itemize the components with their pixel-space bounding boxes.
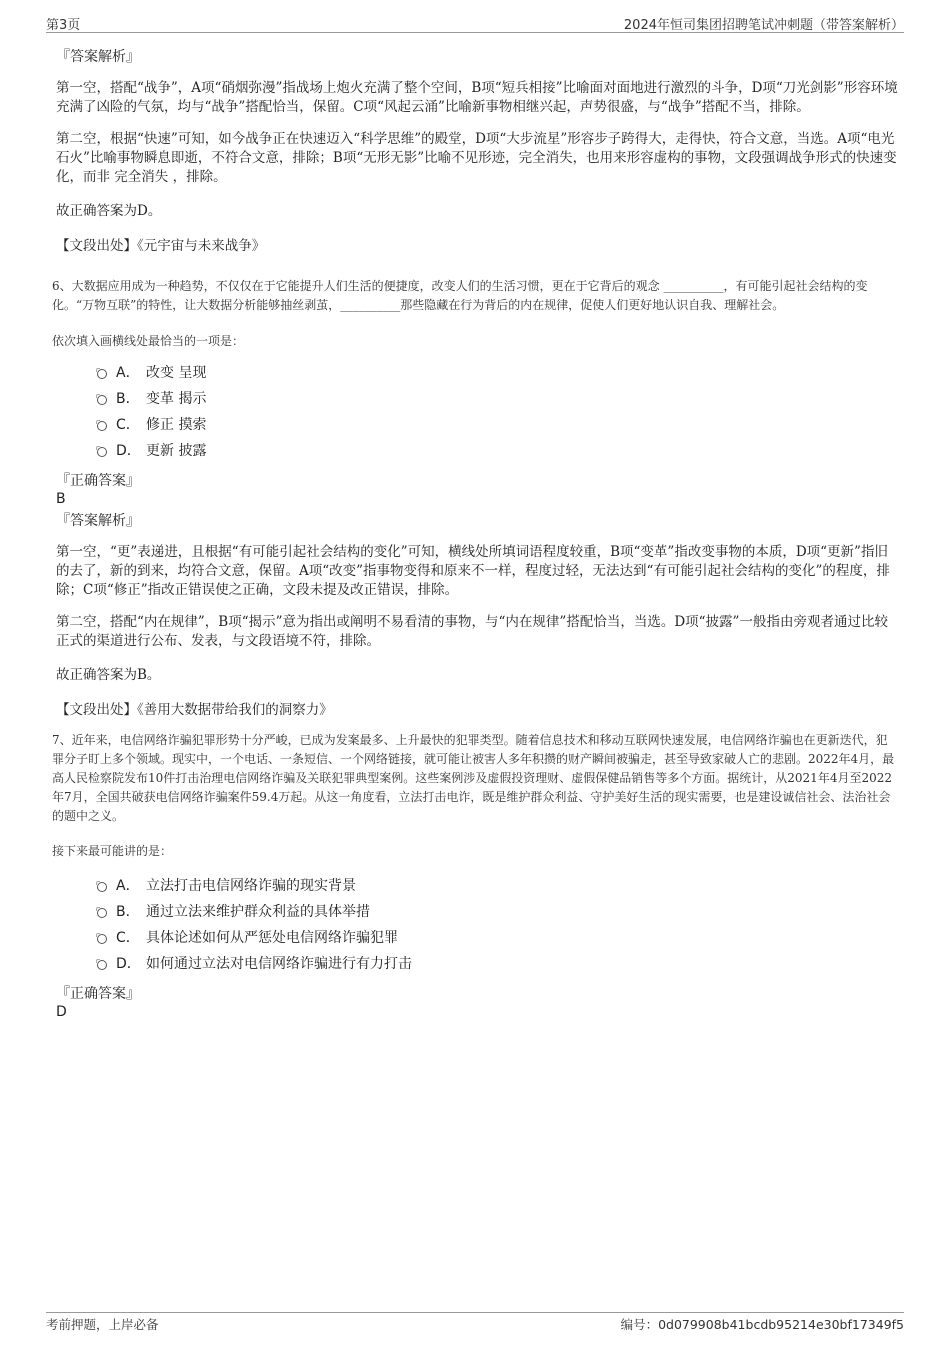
q6-analysis-label: 『答案解析』 — [56, 513, 140, 529]
q6-option-b[interactable]: B． 变革 揭示 — [56, 386, 898, 412]
page-footer — [46, 1312, 904, 1333]
q6-prompt: 依次填入画横线处最恰当的一项是： — [52, 334, 245, 348]
q6-analysis-p2: 第二空，搭配“内在规律”，B项“揭示”意为指出或阐明不易看清的事物，与“内在规律”搭配恰当，当选。D项“披露”一般指由旁观者通过比较正式的渠道进行公布、发表，与文段语境不符，排除。 — [56, 614, 888, 649]
q6-conclusion: 故正确答案为B。 — [56, 667, 161, 683]
q6-correct-answer: B — [56, 491, 66, 507]
q6-option-c[interactable]: C． 修正 摸索 — [56, 412, 898, 438]
q7-options — [56, 873, 898, 977]
q6-source: 【文段出处】《善用大数据带给我们的洞察力》 — [56, 702, 333, 718]
q6-stem: 6、大数据应用成为一种趋势，不仅仅在于它能提升人们生活的便捷度，改变人们的生活习惯，更在于它背后的观念 __________，有可能引起社会结构的变化。“万物互联”的特性，让大数据分析能够抽丝剥茧，__________那些隐藏在行为背后的内在规律，促使人们更好地认识自我、理解社会。 — [52, 279, 868, 312]
q5-conclusion: 故正确答案为D。 — [56, 203, 162, 219]
q7-stem: 7、近年来，电信网络诈骗犯罪形势十分严峻，已成为发案最多、上升最快的犯罪类型。随着信息技术和移动互联网快速发展，电信网络诈骗也在更新迭代，犯罪分子盯上多个领域。现实中，一个电话、一条短信、一个网络链接，就可能让被害人多年积攒的财产瞬间被骗走，甚至导致家破人亡的悲剧。2022年4月，最高人民检察院发布10件打击治理电信网络诈骗及关联犯罪典型案例。这些案例涉及虚假投资理财、虚假保健品销售等多个方面。据统计，从2021年4月至2022年7月，全国共破获电信网络诈骗案件59.4万起。从这一角度看，立法打击电诈，既是维护群众利益、守护美好生活的现实需要，也是建设诚信社会、法治社会的题中之义。 — [52, 733, 895, 823]
q5-analysis-p2: 第二空，根据“快速”可知，如今战争正在快速迈入“科学思维”的殿堂，D项“大步流星”形容步子跨得大，走得快，符合文意，当选。A项“电光石火”比喻事物瞬息即逝，不符合文意，排除；B项“无形无影”比喻不见形迹，完全消失，也用来形容虚构的事物，文段强调战争形式的快速变化，而非 完全消失 ，排除。 — [56, 131, 897, 185]
q6-option-d[interactable]: D． 更新 披露 — [56, 438, 898, 464]
radio-icon[interactable] — [97, 960, 107, 970]
page-content — [52, 40, 898, 1021]
q5-analysis-label: 『答案解析』 — [56, 49, 140, 65]
radio-icon[interactable] — [97, 369, 107, 379]
radio-icon[interactable] — [97, 882, 107, 892]
radio-icon[interactable] — [97, 934, 107, 944]
q6-options — [56, 360, 898, 464]
q7-option-a[interactable]: A． 立法打击电信网络诈骗的现实背景 — [56, 873, 898, 899]
document-id: 编号：0d079908b41bcdb95214e30bf17349f5 — [620, 1317, 904, 1332]
q6-correct-label: 『正确答案』 — [56, 473, 140, 489]
footer-slogan: 考前押题，上岸必备 — [46, 1317, 159, 1332]
radio-icon[interactable] — [97, 908, 107, 918]
radio-icon[interactable] — [97, 421, 107, 431]
q6-option-a[interactable]: A． 改变 呈现 — [56, 360, 898, 386]
q7-option-d[interactable]: D． 如何通过立法对电信网络诈骗进行有力打击 — [56, 951, 898, 977]
q7-option-b[interactable]: B． 通过立法来维护群众利益的具体举措 — [56, 899, 898, 925]
q7-prompt: 接下来最可能讲的是： — [52, 844, 173, 858]
q5-analysis-p1: 第一空，搭配“战争”，A项“硝烟弥漫”指战场上炮火充满了整个空间，B项“短兵相接”比喻面对面地进行激烈的斗争，D项“刀光剑影”形容环境充满了凶险的气氛，均与“战争”搭配恰当，保留。C项“风起云涌”比喻新事物相继兴起，声势很盛，与“战争”搭配不当，排除。 — [56, 80, 898, 115]
radio-icon[interactable] — [97, 447, 107, 457]
q6-analysis-p1: 第一空，“更”表递进，且根据“有可能引起社会结构的变化”可知，横线处所填词语程度较重，B项“变革”指改变事物的本质，D项“更新”指旧的去了，新的到来，均符合文意，保留。A项“改变”指事物变得和原来不一样，程度过轻，无法达到“有可能引起社会结构的变化”的程度，排除；C项“修正”指改正错误使之正确，文段未提及改正错误，排除。 — [56, 544, 890, 598]
page-header — [46, 12, 904, 33]
q7-option-c[interactable]: C． 具体论述如何从严惩处电信网络诈骗犯罪 — [56, 925, 898, 951]
page-number: 第3页 — [46, 18, 81, 33]
radio-icon[interactable] — [97, 395, 107, 405]
document-title: 2024年恒司集团招聘笔试冲刺题（带答案解析） — [623, 18, 904, 33]
q5-source: 【文段出处】《元宇宙与未来战争》 — [56, 238, 266, 254]
q7-correct-label: 『正确答案』 — [56, 986, 140, 1002]
q7-correct-answer: D — [56, 1004, 67, 1020]
